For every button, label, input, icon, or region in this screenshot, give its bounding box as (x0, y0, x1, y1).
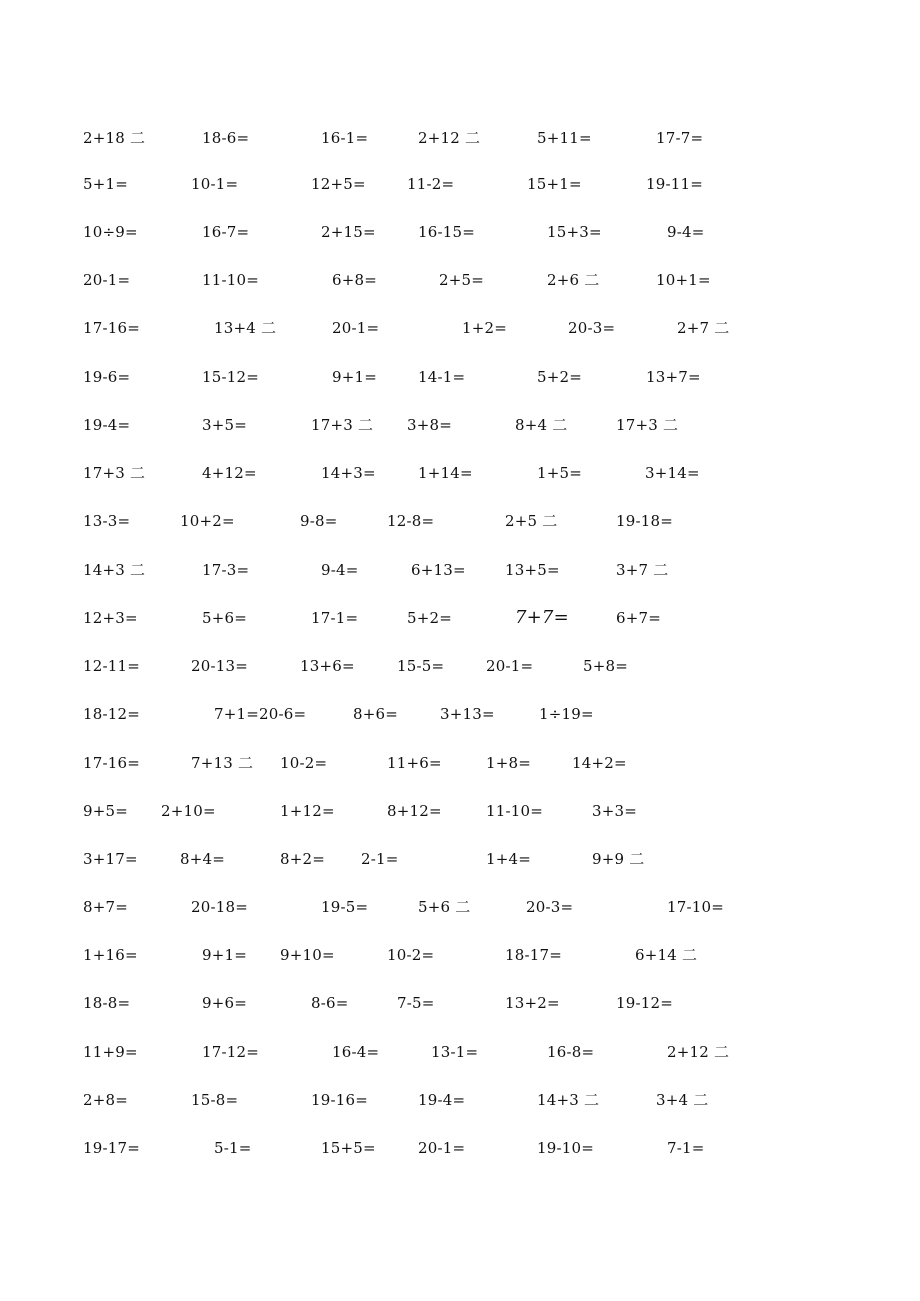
problem: 13+6= (300, 657, 355, 675)
problem: 10-2= (280, 754, 328, 772)
problem: 3+14= (645, 464, 700, 482)
problem: 17-7= (656, 129, 704, 147)
problem: 7+1=20-6= (214, 705, 307, 723)
problem: 20-18= (191, 898, 249, 916)
problem: 2+12 二 (418, 129, 481, 147)
problem: 17+3 二 (616, 416, 679, 434)
problem: 5+6 二 (418, 898, 471, 916)
problem: 5+6= (202, 609, 248, 627)
problem: 18-6= (202, 129, 250, 147)
problem: 15+5= (321, 1139, 376, 1157)
problem: 2-1= (361, 850, 399, 868)
problem: 5+1= (83, 175, 129, 193)
problem: 1+8= (486, 754, 532, 772)
problem: 12+5= (311, 175, 366, 193)
problem: 19-16= (311, 1091, 369, 1109)
problem: 19-12= (616, 994, 674, 1012)
problem: 19-4= (418, 1091, 466, 1109)
problem: 11+9= (83, 1043, 138, 1061)
problem: 9+1= (202, 946, 248, 964)
problem: 13-1= (431, 1043, 479, 1061)
problem: 14+3= (321, 464, 376, 482)
problem: 20-1= (418, 1139, 466, 1157)
problem: 11-2= (407, 175, 455, 193)
problem: 3+4 二 (656, 1091, 709, 1109)
problem: 9-4= (667, 223, 705, 241)
problem: 6+8= (332, 271, 378, 289)
problem: 8+4 二 (515, 416, 568, 434)
problem: 13+2= (505, 994, 560, 1012)
problem: 9+1= (332, 368, 378, 386)
problem: 14+3 二 (83, 561, 146, 579)
problem: 5-1= (214, 1139, 252, 1157)
problem: 10+2= (180, 512, 235, 530)
problem: 9-4= (321, 561, 359, 579)
problem: 17+3 二 (83, 464, 146, 482)
problem: 12+3= (83, 609, 138, 627)
problem: 15+1= (527, 175, 582, 193)
problem: 2+8= (83, 1091, 129, 1109)
problem: 10+1= (656, 271, 711, 289)
problem: 16-7= (202, 223, 250, 241)
problem: 15-8= (191, 1091, 239, 1109)
problem: 3+5= (202, 416, 248, 434)
problem: 1+2= (462, 319, 508, 337)
problem: 6+7= (616, 609, 662, 627)
problem: 9+5= (83, 802, 129, 820)
problem: 17-1= (311, 609, 359, 627)
problem: 15+3= (547, 223, 602, 241)
problem: 3+8= (407, 416, 453, 434)
problem: 10÷9= (83, 223, 138, 241)
problem: 5+2= (407, 609, 453, 627)
problem: 1+14= (418, 464, 473, 482)
problem: 20-13= (191, 657, 249, 675)
problem: 8+4= (180, 850, 226, 868)
problem: 8+2= (280, 850, 326, 868)
problem: 9-8= (300, 512, 338, 530)
problem: 5+2= (537, 368, 583, 386)
problem: 2+7 二 (677, 319, 730, 337)
problem: 13+5= (505, 561, 560, 579)
problem: 3+7 二 (616, 561, 669, 579)
problem: 1+4= (486, 850, 532, 868)
problem: 13+7= (646, 368, 701, 386)
problem: 13-3= (83, 512, 131, 530)
problem: 15-5= (397, 657, 445, 675)
problem: 19-18= (616, 512, 674, 530)
problem: 13+4 二 (214, 319, 277, 337)
problem: 16-15= (418, 223, 476, 241)
problem: 18-12= (83, 705, 141, 723)
problem: 11-10= (486, 802, 544, 820)
problem: 7+13 二 (191, 754, 254, 772)
problem: 17-16= (83, 319, 141, 337)
problem: 16-8= (547, 1043, 595, 1061)
problem: 2+6 二 (547, 271, 600, 289)
problem: 19-11= (646, 175, 704, 193)
problem: 3+3= (592, 802, 638, 820)
problem: 2+18 二 (83, 129, 146, 147)
problem: 5+8= (583, 657, 629, 675)
problem: 20-1= (83, 271, 131, 289)
problem: 4+12= (202, 464, 257, 482)
problem: 19-4= (83, 416, 131, 434)
problem: 2+12 二 (667, 1043, 730, 1061)
problem: 1÷19= (539, 705, 594, 723)
problem: 6+13= (411, 561, 466, 579)
problem: 7-5= (397, 994, 435, 1012)
problem: 20-1= (332, 319, 380, 337)
problem: 11-10= (202, 271, 260, 289)
problem: 18-17= (505, 946, 563, 964)
problem: 1+16= (83, 946, 138, 964)
problem: 17+3 二 (311, 416, 374, 434)
problem: 3+17= (83, 850, 138, 868)
problem: 17-3= (202, 561, 250, 579)
problem: 20-3= (526, 898, 574, 916)
problem: 11+6= (387, 754, 442, 772)
problem: 7-1= (667, 1139, 705, 1157)
problem: 7+7= (515, 607, 569, 628)
problem: 20-1= (486, 657, 534, 675)
problem: 14-1= (418, 368, 466, 386)
problem: 8-6= (311, 994, 349, 1012)
problem: 16-4= (332, 1043, 380, 1061)
problem: 17-12= (202, 1043, 260, 1061)
problem: 19-6= (83, 368, 131, 386)
problem: 17-16= (83, 754, 141, 772)
problem: 8+7= (83, 898, 129, 916)
problem: 1+5= (537, 464, 583, 482)
problem: 15-12= (202, 368, 260, 386)
problem: 16-1= (321, 129, 369, 147)
problem: 18-8= (83, 994, 131, 1012)
problem: 20-3= (568, 319, 616, 337)
problem: 8+12= (387, 802, 442, 820)
problem: 9+6= (202, 994, 248, 1012)
problem: 14+3 二 (537, 1091, 600, 1109)
problem: 2+5= (439, 271, 485, 289)
problem: 17-10= (667, 898, 725, 916)
problem: 19-5= (321, 898, 369, 916)
problem: 12-8= (387, 512, 435, 530)
problem: 2+15= (321, 223, 376, 241)
problem: 2+10= (161, 802, 216, 820)
problem: 10-1= (191, 175, 239, 193)
problem: 14+2= (572, 754, 627, 772)
problem: 19-17= (83, 1139, 141, 1157)
problem: 2+5 二 (505, 512, 558, 530)
problem: 5+11= (537, 129, 592, 147)
problem: 6+14 二 (635, 946, 698, 964)
problem: 19-10= (537, 1139, 595, 1157)
problem: 1+12= (280, 802, 335, 820)
problem: 12-11= (83, 657, 141, 675)
problem: 8+6= (353, 705, 399, 723)
problem: 9+10= (280, 946, 335, 964)
problem: 10-2= (387, 946, 435, 964)
problem: 9+9 二 (592, 850, 645, 868)
problem: 3+13= (440, 705, 495, 723)
